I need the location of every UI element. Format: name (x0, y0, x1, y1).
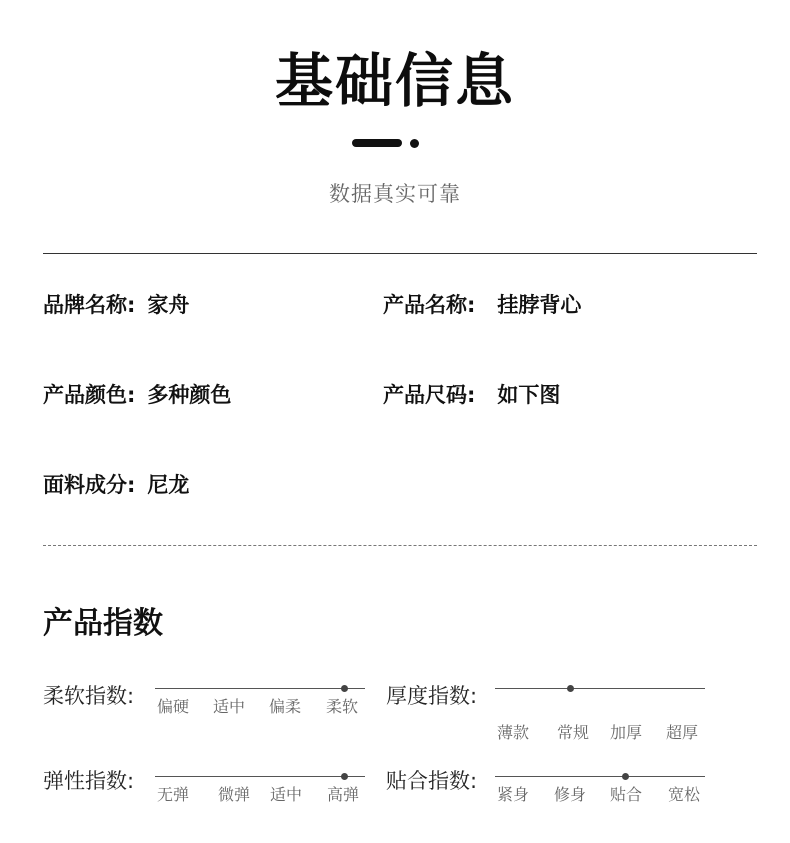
elasticity-tick: 微弹 (218, 785, 251, 804)
fit-tick: 紧身 (497, 785, 530, 804)
decoration-bar (352, 139, 402, 147)
softness-tick: 偏硬 (157, 697, 190, 716)
fit-track (495, 776, 705, 777)
elasticity-track (155, 776, 365, 777)
indices-title: 产品指数 (43, 606, 163, 641)
elasticity-tick: 无弹 (157, 785, 190, 804)
fit-marker (622, 773, 629, 780)
softness-track (155, 688, 365, 689)
info-size (383, 381, 560, 409)
fit-tick: 修身 (554, 785, 587, 804)
info-brand (43, 291, 189, 319)
info-material-label: 面料成分: (43, 473, 136, 497)
fit-label: 贴合指数: (386, 769, 478, 793)
page-subtitle: 数据真实可靠 (329, 182, 461, 206)
divider-dashed (43, 545, 757, 546)
softness-tick: 偏柔 (269, 697, 302, 716)
title-decoration (352, 139, 422, 147)
softness-marker (341, 685, 348, 692)
fit-tick: 贴合 (610, 785, 643, 804)
info-brand-label: 品牌名称: (43, 293, 136, 317)
softness-tick: 柔软 (326, 697, 359, 716)
info-material-value: 尼龙 (147, 473, 190, 497)
thickness-tick: 常规 (557, 723, 590, 742)
divider-solid (43, 253, 757, 254)
elasticity-tick: 适中 (270, 785, 303, 804)
info-product-name-value: 挂脖背心 (497, 293, 582, 317)
thickness-tick: 薄款 (497, 723, 530, 742)
thickness-tick: 超厚 (666, 723, 699, 742)
fit-tick: 宽松 (668, 785, 701, 804)
decoration-dot (410, 139, 419, 148)
thickness-marker (567, 685, 574, 692)
softness-tick: 适中 (213, 697, 246, 716)
info-product-name (383, 291, 581, 319)
info-product-name-label: 产品名称: (383, 293, 476, 317)
info-material (43, 471, 189, 499)
info-size-value: 如下图 (497, 383, 561, 407)
page-title: 基础信息 (274, 47, 515, 115)
info-brand-value: 家舟 (147, 293, 190, 317)
elasticity-tick: 高弹 (327, 785, 360, 804)
info-color (43, 381, 231, 409)
softness-label: 柔软指数: (43, 684, 135, 708)
info-color-value: 多种颜色 (147, 383, 232, 407)
thickness-tick: 加厚 (610, 723, 643, 742)
thickness-track (495, 688, 705, 689)
elasticity-label: 弹性指数: (43, 769, 135, 793)
info-size-label: 产品尺码: (383, 383, 476, 407)
thickness-label: 厚度指数: (386, 684, 478, 708)
info-color-label: 产品颜色: (43, 383, 136, 407)
elasticity-marker (341, 773, 348, 780)
